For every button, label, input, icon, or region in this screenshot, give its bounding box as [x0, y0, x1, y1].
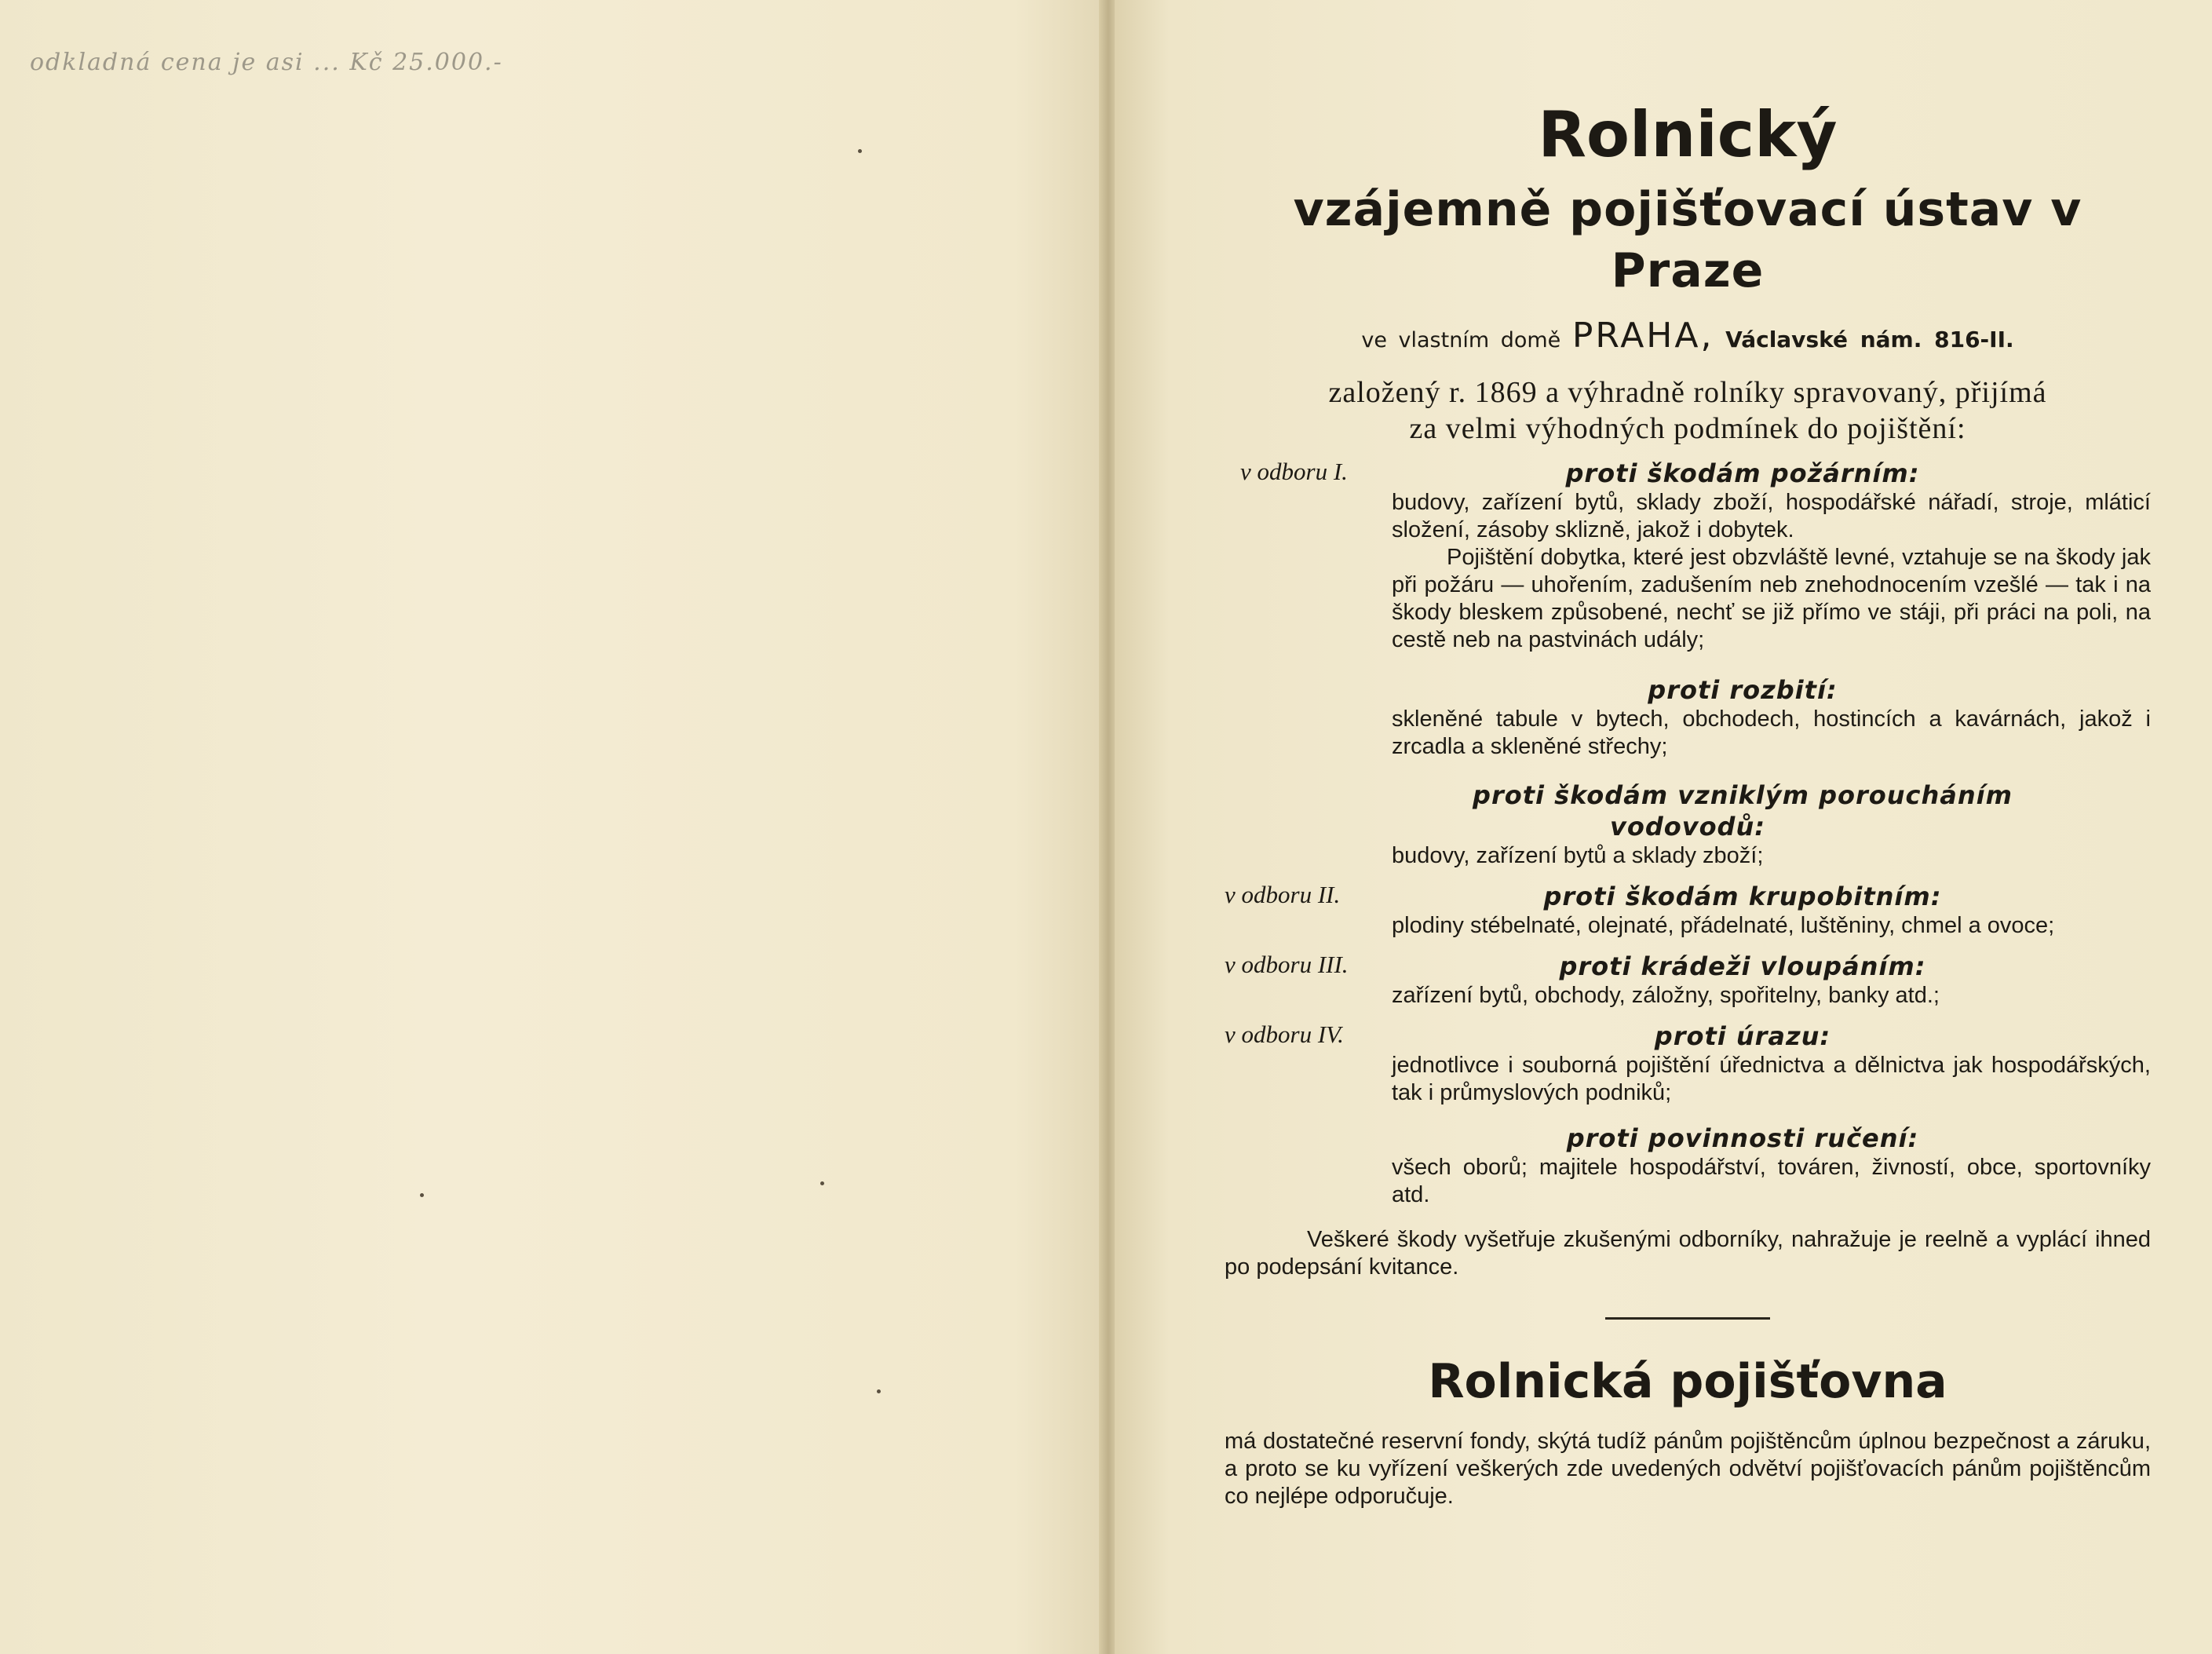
footer-paragraph: má dostatečné reservní fondy, skýtá tudíž pánům pojištěncům úplnou bezpečnost a záruku, a proto se ku vyřízení veškerých zde uvedených odvětví pojišťovacích pánům pojištěncům co nejlépe odporučuje. — [1225, 1429, 2151, 1509]
section-heading: proti škodám požárním: — [1565, 458, 1920, 488]
address-street: Václavské nám. 816-II. — [1725, 327, 2014, 352]
department-label: v odboru I. — [1240, 458, 1348, 485]
section-body — [1392, 912, 2151, 940]
section-heading: proti krádeži vloupáním: — [1559, 951, 1926, 981]
section-text: zařízení bytů, obchody, záložny, spořitelny, banky atd.; — [1392, 983, 1940, 1008]
address-prefix: ve vlastním domě — [1361, 328, 1561, 352]
section-breakage — [1225, 674, 2151, 761]
section-body — [1392, 982, 2151, 1010]
section-text: plodiny stébelnaté, olejnaté, přádelnaté, luštěniny, chmel a ovoce; — [1392, 913, 2055, 938]
section-heading: proti úrazu: — [1654, 1021, 1831, 1051]
intro-line: za velmi výhodných podmínek do pojištění: — [1409, 412, 1966, 445]
section-text: všech oborů; majitele hospodářství, továren, živností, obce, sportovníky atd. — [1392, 1155, 2151, 1207]
department-label: v odboru II. — [1225, 881, 1341, 908]
section-text: budovy, zařízení bytů a sklady zboží; — [1392, 843, 1764, 868]
section-heading: proti škodám vzniklým poroucháním — [1473, 780, 2013, 810]
section-text: jednotlivce i souborná pojištění úřednictva a dělnictva jak hospodářských, tak i průmyslových podniků; — [1392, 1053, 2151, 1105]
closing-paragraph: Veškeré škody vyšetřuje zkušenými odborníky, nahražuje je reelně a vyplácí ihned po podepsání kvitance. — [1225, 1227, 2151, 1280]
page-title: Rolnický — [1538, 98, 1838, 171]
section-liability — [1225, 1123, 2151, 1209]
section-body — [1392, 706, 2151, 761]
divider — [1605, 1317, 1770, 1320]
paper-speck — [858, 149, 862, 153]
section-text: budovy, zařízení bytů, sklady zboží, hospodářské nářadí, stroje, mláticí složení, zásoby sklizně, jakož i dobytek. — [1392, 490, 2151, 542]
intro-text — [1225, 374, 2151, 447]
page-subtitle: vzájemně pojišťovací ústav v Praze — [1293, 182, 2082, 298]
section-text: skleněné tabule v bytech, obchodech, hostincích a kavárnách, jakož i zrcadla a skleněné střechy; — [1392, 707, 2151, 759]
section-body — [1392, 489, 2151, 654]
section-water — [1225, 780, 2151, 870]
paper-speck — [877, 1389, 881, 1393]
section-text: Pojištění dobytka, které jest obzvláště levné, vztahuje se na škody jak při požáru — uhořením, zadušením neb znehodnocením vzešlé — tak i na škody bleskem způsobené, nechť se již přímo ve stáji, při práci na poli, na cestě neb na pastvinách udály; — [1392, 545, 2151, 652]
section-body — [1392, 1052, 2151, 1107]
left-page — [0, 0, 1103, 1654]
footer-title: Rolnická pojišťovna — [1428, 1354, 1947, 1409]
section-accident — [1225, 1021, 2151, 1107]
department-label: v odboru IV. — [1225, 1021, 1344, 1048]
address-line — [1225, 316, 2151, 356]
section-body — [1392, 1154, 2151, 1209]
handwritten-note: odkladná cena je asi ... Kč 25.000.- — [30, 49, 503, 76]
section-body — [1392, 842, 2151, 870]
address-city: PRAHA, — [1571, 316, 1714, 356]
paper-speck — [420, 1193, 424, 1197]
section-burglary — [1225, 951, 2151, 1010]
intro-line: založený r. 1869 a výhradně rolníky spravovaný, přijímá — [1328, 376, 2047, 409]
section-heading: proti povinnosti ručení: — [1566, 1123, 1919, 1153]
advertisement-content — [1225, 94, 2151, 1510]
section-hail — [1225, 881, 2151, 940]
section-fire — [1225, 458, 2151, 654]
section-heading: proti škodám krupobitním: — [1543, 882, 1942, 911]
section-heading: vodovodů: — [1609, 812, 1766, 842]
department-label: v odboru III. — [1225, 951, 1349, 978]
section-heading: proti rozbití: — [1648, 675, 1838, 705]
paper-speck — [820, 1181, 824, 1185]
